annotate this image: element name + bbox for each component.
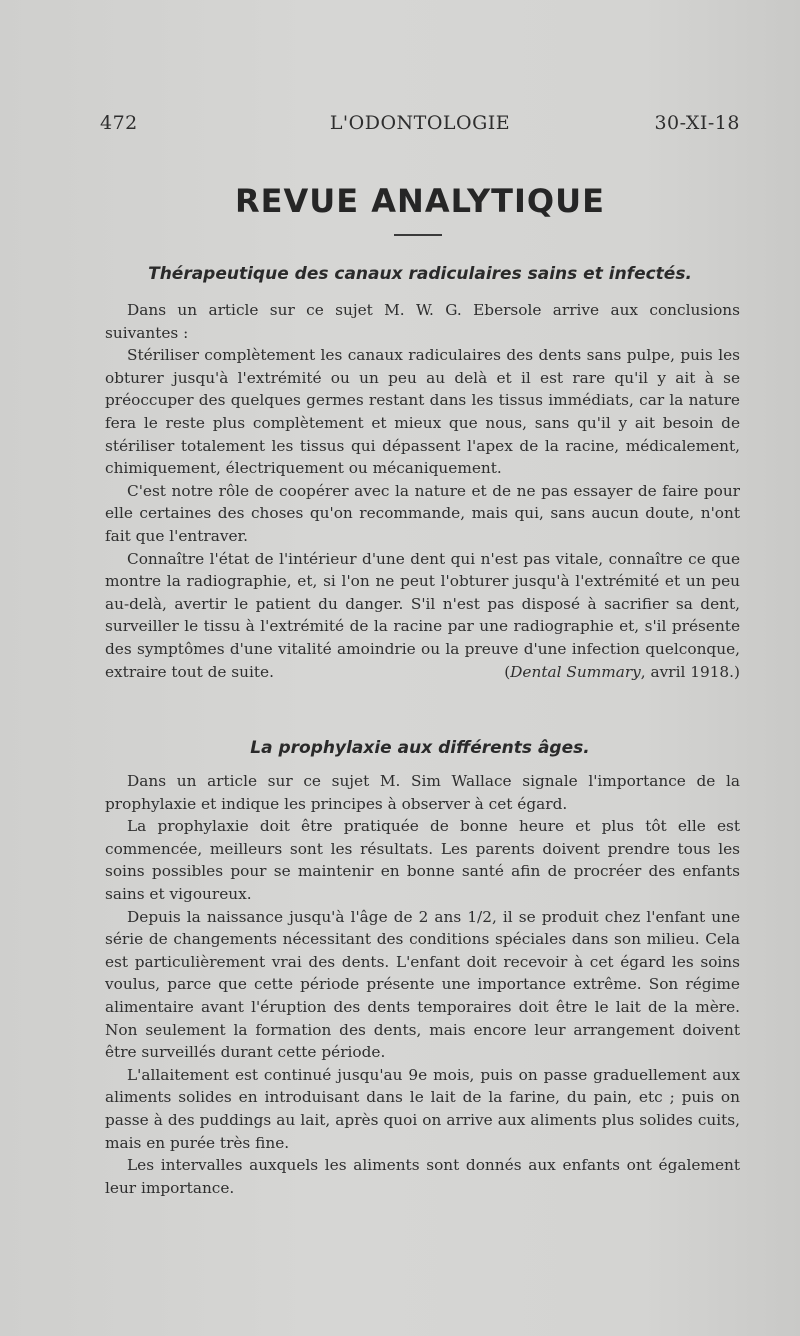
section-title-prophylaxie: La prophylaxie aux différents âges.: [250, 738, 590, 758]
paragraph: L'allaitement est continué jusqu'au 9e mois, puis on passe graduellement aux aliments solides en introduisant dans le lait de la farine, du pain, etc ; puis on passe à des puddings au lait, après quoi on arrive aux aliments plus solides cuits, mais en purée très fine.: [105, 1065, 740, 1152]
paragraph: La prophylaxie doit être pratiquée de bonne heure et plus tôt elle est commencée, meilleurs sont les résultats. Les parents doivent prendre tous les soins possibles pour se maintenir en bonne santé afin de procréer des enfants sains et vigoureux.: [105, 817, 740, 903]
paragraph: Dans un article sur ce sujet M. W. G. Ebersole arrive aux conclusions suivantes :: [105, 301, 740, 342]
paragraph: Les intervalles auxquels les aliments sont donnés aux enfants ont également leur importance.: [105, 1156, 740, 1197]
running-header: [100, 112, 740, 140]
title-divider: [394, 234, 442, 236]
paragraph: Stériliser complètement les canaux radiculaires des dents sans pulpe, puis les obturer jusqu'à l'extrémité ou un peu au delà et il est rare qu'il y ait à se préoccuper des quelques germes restant dans les tissus immédiats, car la nature fera le reste plus complètement et mieux que nous, sans qu'il y ait besoin de stériliser totalement les tissus qui dépassent l'apex de la racine, médicalement, chimiquement, électriquement ou mécaniquement.: [105, 346, 740, 478]
paragraph-text: Connaître l'état de l'intérieur d'une dent qui n'est pas vitale, connaître ce que montre la radiographie, et, si l'on ne peut l'obturer jusqu'à l'extrémité et un peu au-delà, avertir le patient du danger. S'il n'est pas disposé à sacrifier sa dent, surveiller le tissu à l'extrémité de la racine par une radiographie et, s'il présente des symptômes d'une vitalité amoindrie ou la preuve d'une infection quelconque, extraire tout de suite.: [105, 549, 740, 681]
section-body-prophylaxie: [105, 770, 740, 1199]
paragraph: C'est notre rôle de coopérer avec la nature et de ne pas essayer de faire pour elle certaines des choses qu'on recommande, mais qui, sans aucun doute, n'ont fait que l'entraver.: [105, 481, 740, 545]
section-title-therapeutique: Thérapeutique des canaux radiculaires sains et infectés.: [148, 264, 692, 284]
paragraph: Depuis la naissance jusqu'à l'âge de 2 ans 1/2, il se produit chez l'enfant une série de changements nécessitant des conditions spéciales dans son milieu. Cela est particulièrement vrai des dents. L'enfant doit recevoir à cet égard les soins voulus, parce que cette période présente une importance extrême. Son régime alimentaire avant l'éruption des dents temporaires doit être le lait de la mère. Non seulement la formation des dents, mais encore leur arrangement doivent être surveillés durant cette période.: [105, 907, 740, 1062]
paragraph: Dans un article sur ce sujet M. Sim Wallace signale l'importance de la prophylaxie et indique les principes à observer à cet égard.: [105, 772, 740, 813]
source-journal: Dental Summary: [510, 662, 641, 681]
section-body-therapeutique: [105, 299, 740, 683]
source-citation: (Dental Summary, avril 1918.): [504, 662, 740, 681]
page-number: 472: [100, 112, 138, 134]
page-title: REVUE ANALYTIQUE: [235, 182, 605, 220]
paragraph: [105, 548, 740, 684]
issue-date: 30-XI-18: [654, 112, 740, 134]
journal-title: L'ODONTOLOGIE: [329, 112, 511, 134]
source-date: , avril 1918.): [640, 662, 740, 681]
